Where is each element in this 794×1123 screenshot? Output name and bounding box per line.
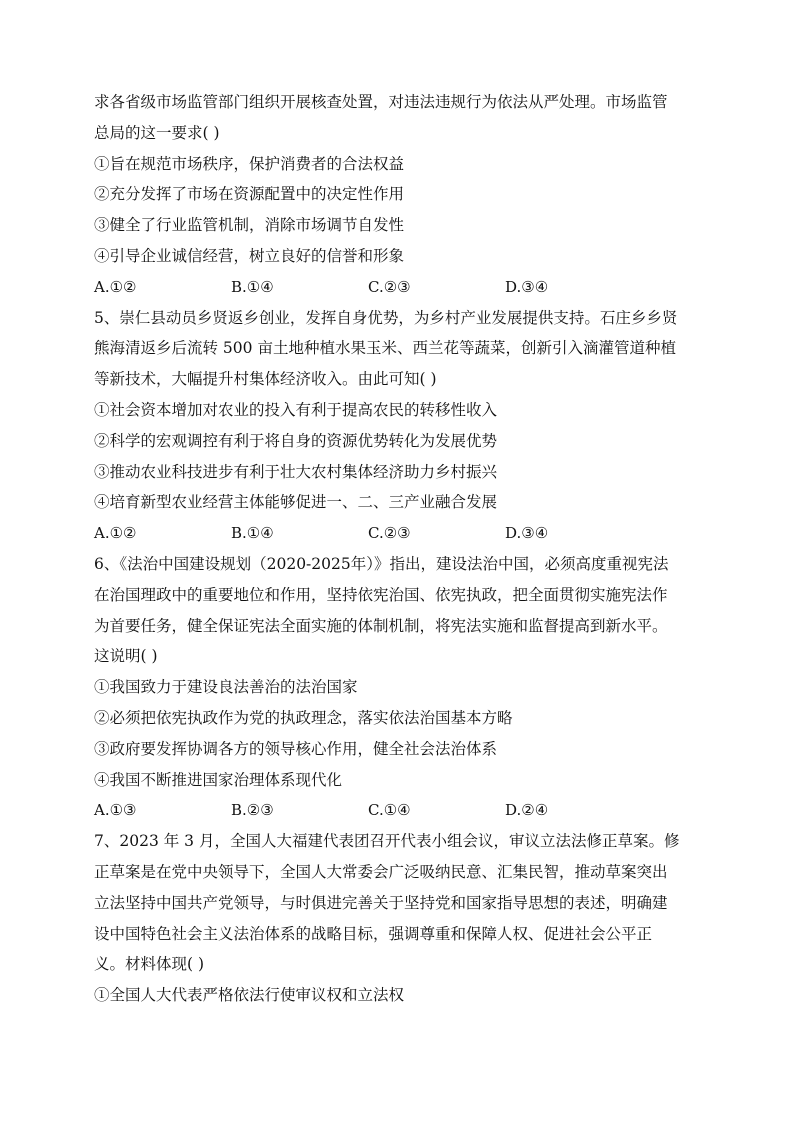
option-b: B.②③ bbox=[231, 801, 274, 820]
statement-item: ④引导企业诚信经营，树立良好的信誉和形象 bbox=[94, 246, 405, 265]
question-stem-line: 义。材料体现( ) bbox=[94, 955, 205, 974]
question-stem-line: 等新技术，大幅提升村集体经济收入。由此可知( ) bbox=[94, 370, 437, 389]
statement-item: ①我国致力于建设良法善治的法治国家 bbox=[94, 678, 358, 697]
option-a: A.①② bbox=[94, 524, 137, 543]
option-b: B.①④ bbox=[231, 277, 274, 296]
document-page bbox=[94, 87, 704, 1011]
question-stem-line: 熊海清返乡后流转 500 亩土地种植水果玉米、西兰花等蔬菜，创新引入滴灌管道种植 bbox=[94, 339, 676, 358]
question-stem-line: 6、《法治中国建设规划（2020-2025年）》指出，建设法治中国，必须高度重视宪法 bbox=[94, 554, 669, 573]
statement-item: ③健全了行业监管机制，消除市场调节自发性 bbox=[94, 216, 405, 235]
question-stem-line: 设中国特色社会主义法治体系的战略目标，强调尊重和保障人权、促进社会公平正 bbox=[94, 924, 653, 943]
option-a: A.①③ bbox=[94, 801, 137, 820]
statement-item: ②必须把依宪执政作为党的执政理念，落实依法治国基本方略 bbox=[94, 708, 513, 727]
question-7 bbox=[94, 826, 704, 1011]
option-d: D.③④ bbox=[505, 524, 549, 543]
question-stem-line: 这说明( ) bbox=[94, 647, 158, 666]
option-d: D.②④ bbox=[505, 801, 549, 820]
statement-item: ②科学的宏观调控有利于将自身的资源优势转化为发展优势 bbox=[94, 431, 498, 450]
option-b: B.①④ bbox=[231, 524, 274, 543]
option-c: C.②③ bbox=[368, 277, 411, 296]
option-a: A.①② bbox=[94, 277, 137, 296]
statement-item: ①社会资本增加对农业的投入有利于提高农民的转移性收入 bbox=[94, 400, 498, 419]
question-stem-line: 正草案是在党中央领导下，全国人大常委会广泛吸纳民意、汇集民智，推动草案突出 bbox=[94, 862, 668, 881]
question-stem-line: 总局的这一要求( ) bbox=[94, 123, 220, 142]
question-stem-line: 求各省级市场监管部门组织开展核查处置，对违法违规行为依法从严处理。市场监管 bbox=[94, 93, 668, 111]
question-stem-line: 5、崇仁县动员乡贤返乡创业，发挥自身优势，为乡村产业发展提供支持。石庄乡乡贤 bbox=[94, 308, 678, 327]
question-stem-line: 在治国理政中的重要地位和作用，坚持依宪治国、依宪执政，把全面贯彻实施宪法作 bbox=[94, 585, 668, 604]
question-stem-line: 7、2023 年 3 月，全国人大福建代表团召开代表小组会议，审议立法法修正草案。修 bbox=[94, 832, 680, 851]
statement-item: ④我国不断推进国家治理体系现代化 bbox=[94, 770, 343, 789]
option-d: D.③④ bbox=[505, 277, 549, 296]
answer-options bbox=[94, 272, 704, 303]
statement-item: ④培育新型农业经营主体能够促进一、二、三产业融合发展 bbox=[94, 493, 498, 512]
question-stem-line: 立法坚持中国共产党领导，与时俱进完善关于坚持党和国家指导思想的表述，明确建 bbox=[94, 893, 668, 912]
question-5 bbox=[94, 303, 704, 549]
statement-item: ③推动农业科技进步有利于壮大农村集体经济助力乡村振兴 bbox=[94, 462, 498, 481]
statement-item: ②充分发挥了市场在资源配置中的决定性作用 bbox=[94, 185, 405, 204]
option-c: C.②③ bbox=[368, 524, 411, 543]
answer-options bbox=[94, 795, 704, 826]
question-4-continued bbox=[94, 87, 704, 303]
question-6 bbox=[94, 549, 704, 826]
answer-options bbox=[94, 518, 704, 549]
statement-item: ①旨在规范市场秩序，保护消费者的合法权益 bbox=[94, 154, 405, 173]
option-c: C.①④ bbox=[368, 801, 411, 820]
statement-item: ③政府要发挥协调各方的领导核心作用，健全社会法治体系 bbox=[94, 739, 498, 758]
question-stem-line: 为首要任务，健全保证宪法全面实施的体制机制，将宪法实施和监督提高到新水平。 bbox=[94, 616, 668, 635]
statement-item: ①全国人大代表严格依法行使审议权和立法权 bbox=[94, 986, 405, 1005]
